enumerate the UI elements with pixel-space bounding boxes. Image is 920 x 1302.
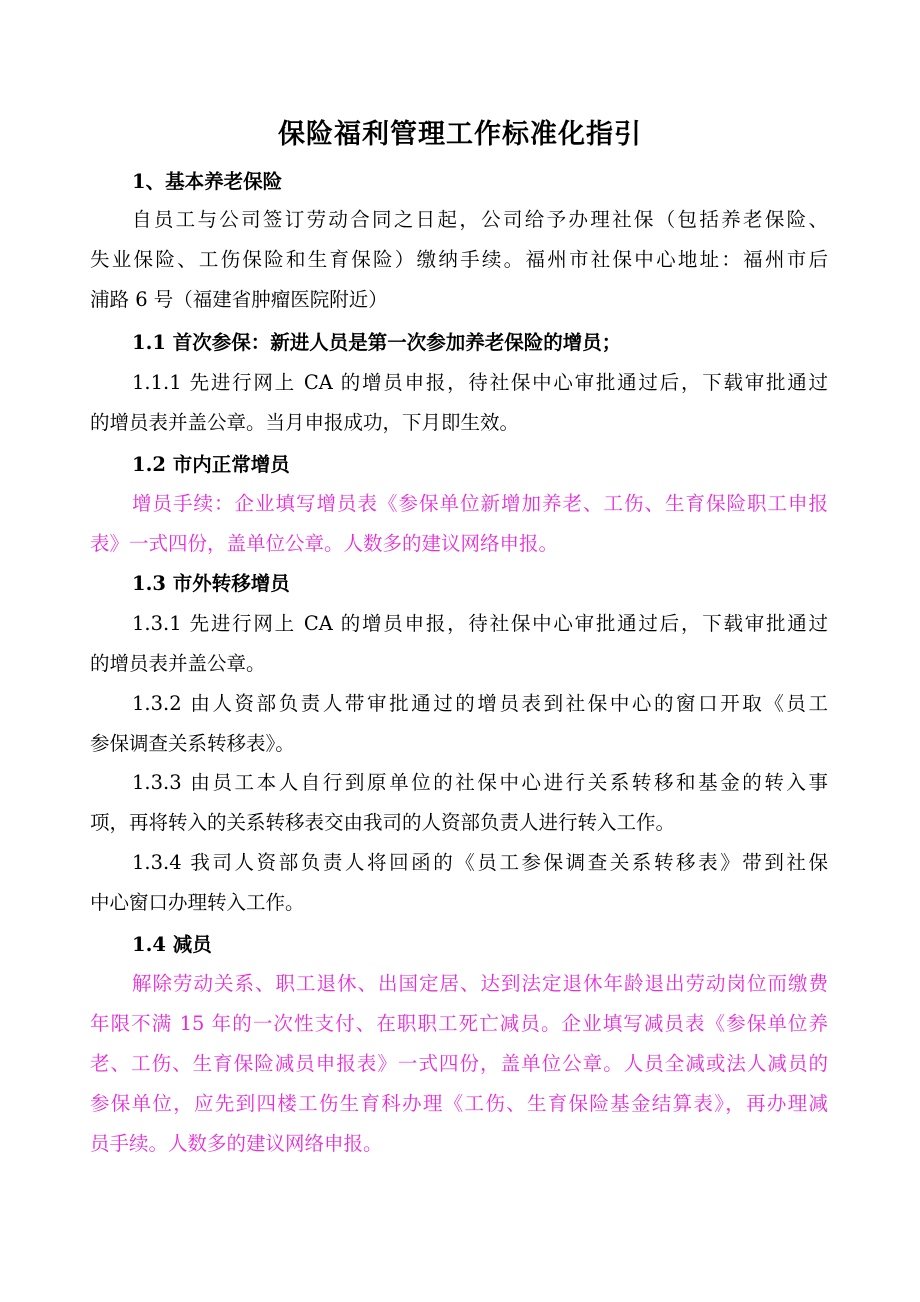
section-heading-1: 1、基本养老保险 (132, 170, 283, 193)
section-heading-1-3: 1.3 市外转移增员 (132, 572, 290, 595)
s1-1-p1-line-2: 的增员表并盖公章。当月申报成功，下月即生效。 (90, 411, 520, 434)
s1-3-p4-line-1: 1.3.4 我司人资部负责人将回函的《员工参保调查关系转移表》带到社保 (132, 851, 828, 874)
s1-3-p2-line-2: 参保调查关系转移表》。 (90, 732, 295, 755)
s1-3-p3-line-2: 项，再将转入的关系转移表交由我司的人资部负责人进行转入工作。 (90, 811, 676, 834)
s1-3-p1-line-2: 的增员表并盖公章。 (90, 652, 266, 675)
document-title: 保险福利管理工作标准化指引 (278, 119, 642, 150)
s1-2-p1-line-2: 表》一式四份，盖单位公章。人数多的建议网络申报。 (90, 532, 559, 555)
s1-4-p1-line-1: 解除劳动关系、职工退休、出国定居、达到法定退休年龄退出劳动岗位而缴费 (132, 972, 828, 995)
section-heading-1-2: 1.2 市内正常增员 (132, 453, 290, 476)
s1-3-p1-line-1: 1.3.1 先进行网上 CA 的增员申报，待社保中心审批通过后，下载审批通过 (132, 612, 828, 635)
s1-3-p3-line-1: 1.3.3 由员工本人自行到原单位的社保中心进行关系转移和基金的转入事 (132, 771, 828, 794)
s1-1-p1-line-1: 1.1.1 先进行网上 CA 的增员申报，待社保中心审批通过后，下载审批通过 (132, 371, 828, 394)
section1-intro-line-1: 自员工与公司签订劳动合同之日起，公司给予办理社保（包括养老保险、 (132, 208, 828, 231)
s1-4-p1-line-5: 员手续。人数多的建议网络申报。 (90, 1132, 383, 1155)
section-heading-1-4: 1.4 减员 (132, 933, 212, 956)
section1-intro-line-3: 浦路 6 号（福建省肿瘤医院附近） (90, 288, 388, 311)
s1-2-p1-line-1: 增员手续：企业填写增员表《参保单位新增加养老、工伤、生育保险职工申报 (132, 492, 828, 515)
section-heading-1-1: 1.1 首次参保：新进人员是第一次参加养老保险的增员； (132, 331, 622, 354)
s1-3-p2-line-1: 1.3.2 由人资部负责人带审批通过的增员表到社保中心的窗口开取《员工 (132, 692, 828, 715)
s1-4-p1-line-2: 年限不满 15 年的一次性支付、在职职工死亡减员。企业填写减员表《参保单位养 (90, 1012, 828, 1035)
s1-3-p4-line-2: 中心窗口办理转入工作。 (90, 891, 305, 914)
section1-intro-line-2: 失业保险、工伤保险和生育保险）缴纳手续。福州市社保中心地址：福州市后 (90, 248, 828, 271)
s1-4-p1-line-3: 老、工伤、生育保险减员申报表》一式四份，盖单位公章。人员全减或法人减员的 (90, 1052, 828, 1075)
s1-4-p1-line-4: 参保单位，应先到四楼工伤生育科办理《工伤、生育保险基金结算表》，再办理减 (90, 1092, 828, 1115)
